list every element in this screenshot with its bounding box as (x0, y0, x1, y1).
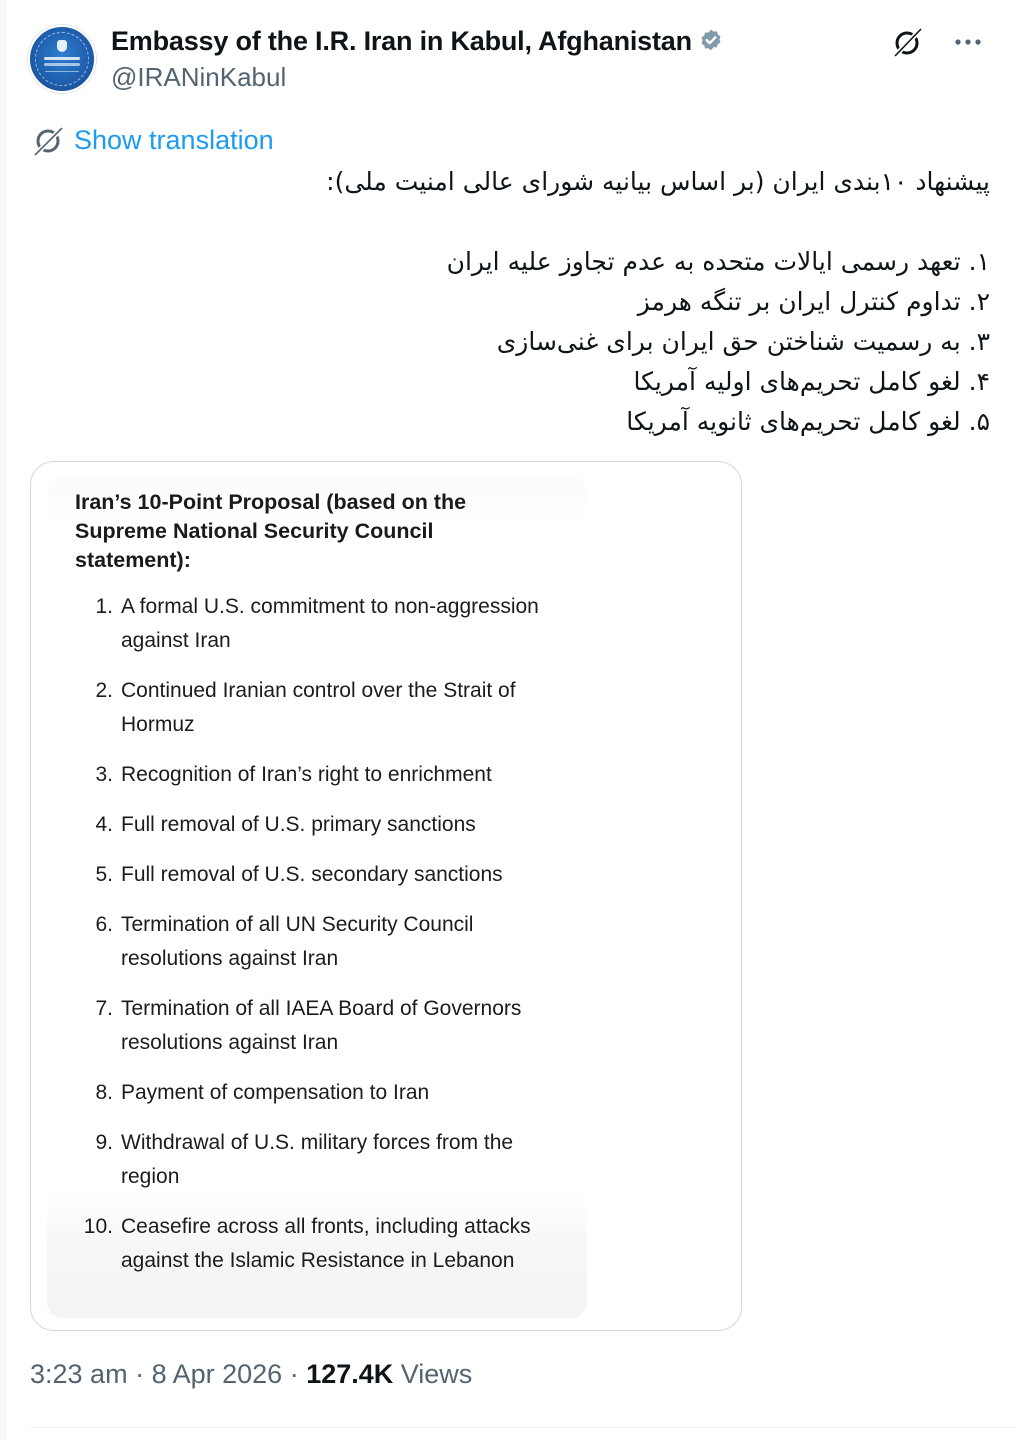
user-handle[interactable]: @IRANinKabul (111, 62, 287, 92)
post-list-item: ۳. به رسمیت شناختن حق ایران برای غنی‌سازی (496, 327, 990, 356)
views-label: Views (393, 1359, 473, 1389)
avatar-script (44, 57, 80, 60)
post-metadata (30, 1359, 472, 1390)
grok-button[interactable] (890, 24, 926, 60)
divider (30, 1427, 1016, 1428)
image-list-item: 4. Full removal of U.S. primary sanctions (95, 813, 476, 836)
meta-separator: · (127, 1359, 152, 1389)
translate-grok-icon (30, 122, 66, 158)
post-time[interactable]: 3:23 am (30, 1359, 128, 1389)
post-date[interactable]: 8 Apr 2026 (151, 1359, 283, 1389)
avatar[interactable] (28, 25, 96, 93)
image-list-item: 8. Payment of compensation to Iran (95, 1081, 430, 1104)
image-list-item: 6. Termination of all UN Security Council resolutions against Iran (95, 913, 474, 970)
post-list-item: ۵. لغو کامل تحریم‌های ثانویه آمریکا (626, 407, 990, 436)
post-list-item: ۱. تعهد رسمی ایالات متحده به عدم تجاوز علیه ایران (446, 247, 990, 276)
left-edge-border (0, 0, 6, 1440)
image-document-list (75, 590, 575, 1294)
post-title-line: پیشنهاد ۱۰بندی ایران (بر اساس بیانیه شورای عالی امنیت ملی): (326, 167, 990, 196)
meta-separator: · (282, 1359, 307, 1389)
author-block (111, 22, 724, 93)
image-list-item: 1. A formal U.S. commitment to non-aggression against Iran (95, 595, 539, 652)
verified-badge-icon[interactable] (698, 28, 724, 54)
image-list-item: 7. Termination of all IAEA Board of Governors resolutions against Iran (95, 997, 522, 1054)
show-translation-link[interactable]: Show translation (74, 124, 274, 155)
post-list-item: ۲. تداوم کنترل ایران بر تنگه هرمز (637, 287, 990, 316)
views-count: 127.4K (306, 1359, 394, 1389)
grok-icon (890, 24, 926, 60)
image-list-item: 2. Continued Iranian control over the Strait of Hormuz (95, 679, 516, 736)
post-blank-line (290, 202, 990, 242)
post-header (28, 22, 996, 92)
attached-image[interactable] (30, 461, 742, 1331)
image-list-item: 3. Recognition of Iran’s right to enrichment (95, 763, 492, 786)
avatar-emblem-icon (57, 40, 67, 52)
more-options-button[interactable] (950, 24, 986, 60)
image-list-item: 10. Ceasefire across all fronts, including attacks against the Islamic Resistance in Lebanon (83, 1215, 531, 1272)
post-list-item: ۴. لغو کامل تحریم‌های اولیه آمریکا (633, 367, 990, 396)
image-list-item: 9. Withdrawal of U.S. military forces from the region (95, 1131, 514, 1188)
translation-row (30, 122, 274, 158)
image-list-item: 5. Full removal of U.S. secondary sanctions (95, 863, 503, 886)
image-document-title: Iran’s 10-Point Proposal (based on the Supreme National Security Council statement): (75, 490, 467, 572)
display-name[interactable]: Embassy of the I.R. Iran in Kabul, Afghanistan (111, 25, 692, 56)
post-text (290, 162, 990, 442)
more-icon (953, 37, 983, 47)
